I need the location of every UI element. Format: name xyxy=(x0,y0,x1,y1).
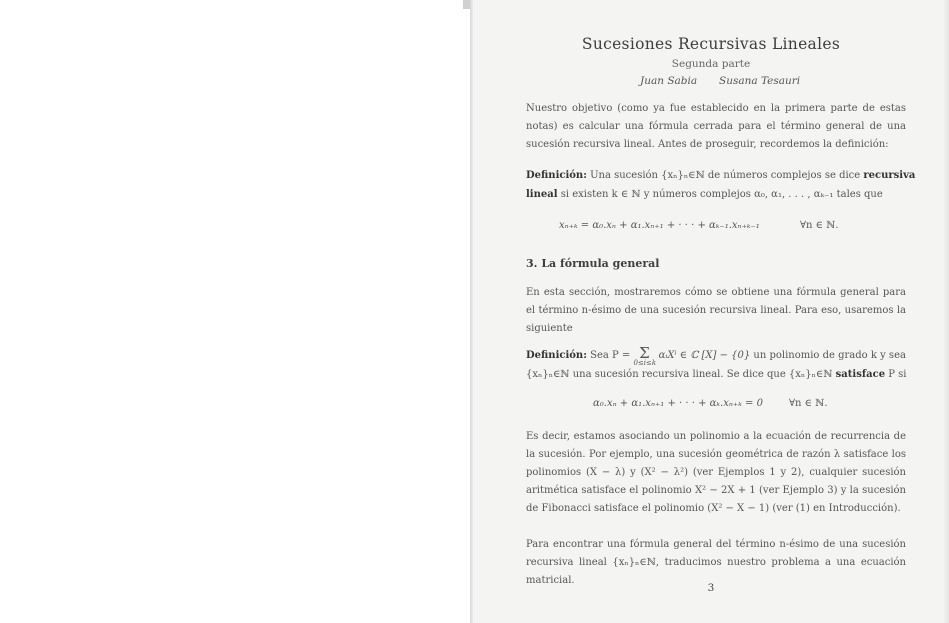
final-paragraph: Para encontrar una fórmula general del término n-ésimo de una sucesión recursiva lineal {xₙ}ₙ∈ℕ, traducimos nuestro problema a una ecuación matricial. xyxy=(526,539,906,586)
definition-1-term-b: lineal xyxy=(526,189,558,200)
formula-2: α₀.xₙ + α₁.xₙ₊₁ + · · · + αₖ.xₙ₊ₖ = 0 xyxy=(593,398,763,409)
section-intro-paragraph: En esta sección, mostraremos cómo se obtiene una fórmula general para el término n-ésimo de una sucesión recursiva lineal. Para eso, usaremos la siguiente xyxy=(526,287,906,334)
summation-sign-icon: Σ xyxy=(639,344,650,362)
definition-2-text-b: un polinomio de grado k y sea xyxy=(753,350,906,361)
definition-2-line-2 xyxy=(526,369,906,380)
summation-index: 0≤i≤k xyxy=(633,359,657,367)
definition-2-line2-b: P si xyxy=(888,369,907,380)
definition-1-label: Definición: xyxy=(526,170,587,181)
page-title: Sucesiones Recursivas Lineales xyxy=(581,35,841,53)
formula-1: xₙ₊ₖ = α₀.xₙ + α₁.xₙ₊₁ + · · · + αₖ₋₁.xₙ₊ₖ₋₁ xyxy=(559,220,760,231)
definition-2-sum-body: αᵢXⁱ ∈ ℂ [X] − {0} xyxy=(658,350,751,361)
formula-2-quantifier: ∀n ∈ ℕ. xyxy=(789,398,828,409)
definition-1-text-a: Una sucesión {xₙ}ₙ∈ℕ de números complejos se dice xyxy=(590,170,861,181)
definition-2-text-a: Sea P = xyxy=(590,350,631,361)
definition-1-term-a: recursiva xyxy=(863,170,916,181)
page-subtitle: Segunda parte xyxy=(671,58,751,70)
formula-1-quantifier: ∀n ∈ ℕ. xyxy=(800,220,839,231)
definition-2-label: Definición: xyxy=(526,350,587,361)
page-shadow xyxy=(943,0,949,623)
definition-2-term: satisface xyxy=(835,369,886,380)
definition-2-line-1 xyxy=(526,344,906,367)
definition-2-line2-a: {xₙ}ₙ∈ℕ una sucesión recursiva lineal. Se dice que {xₙ}ₙ∈ℕ xyxy=(526,369,833,380)
summation xyxy=(633,344,657,367)
section-heading: 3. La fórmula general xyxy=(526,257,660,270)
definition-1-line-1 xyxy=(526,170,916,181)
definition-1-text-b: si existen k ∈ ℕ y números complejos α₀, α₁, . . . , αₖ₋₁ tales que xyxy=(560,189,883,200)
definition-1-line-2 xyxy=(526,189,906,200)
page-number: 3 xyxy=(707,582,715,594)
author-2: Susana Tesauri xyxy=(719,75,801,87)
left-page-edge-mark xyxy=(463,0,470,9)
scanned-page xyxy=(473,0,949,623)
intro-paragraph: Nuestro objetivo (como ya fue establecido en la primera parte de estas notas) es calcular una fórmula cerrada para el término general de una sucesión recursiva lineal. Antes de proseguir, recordemos la definición: xyxy=(526,103,906,150)
author-1: Juan Sabia xyxy=(640,75,698,87)
examples-paragraph: Es decir, estamos asociando un polinomio a la ecuación de recurrencia de la sucesión. Por ejemplo, una sucesión geométrica de razón λ satisface los polinomios (X − λ) y (X² − λ²) (ver Ejemplos 1 y 2), cualquier sucesión aritmética satisface el polinomio X² − 2X + 1 (ver Ejemplo 3) y la sucesión de Fibonacci satisface el polinomio (X² − X − 1) (ver (1) en Introducción). xyxy=(526,431,907,514)
